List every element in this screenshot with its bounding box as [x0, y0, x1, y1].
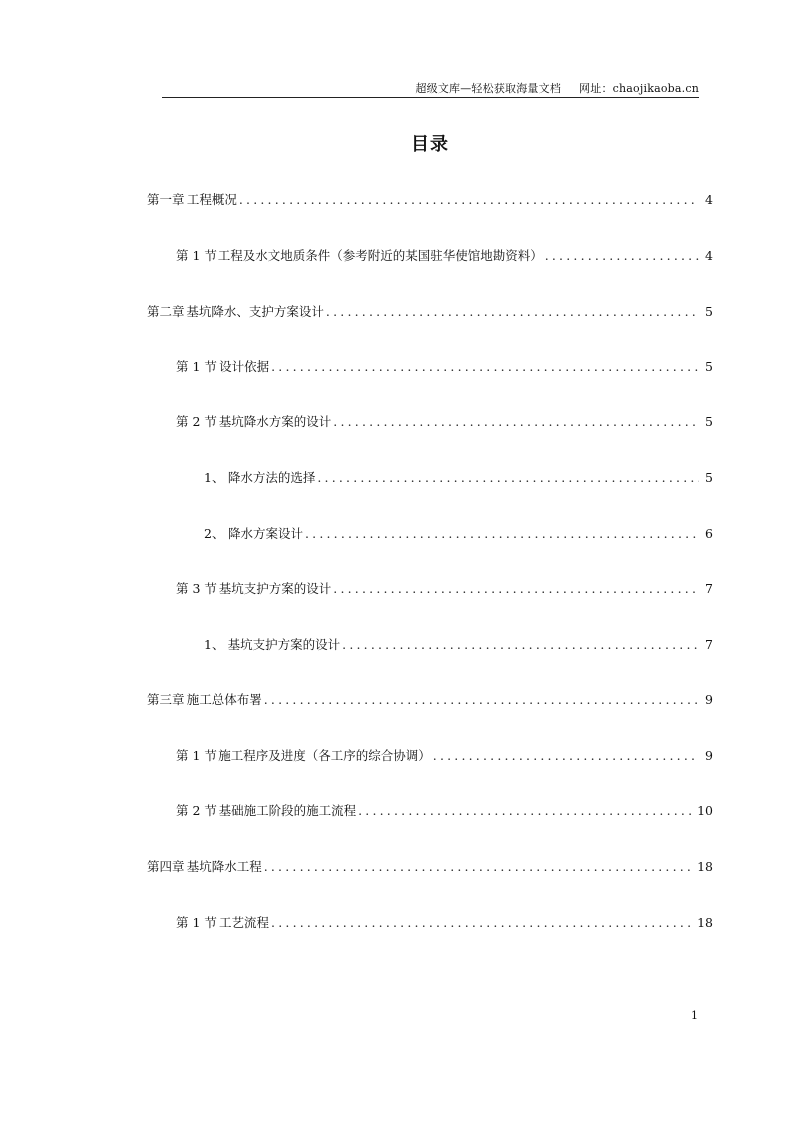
- toc-dot-leader: [305, 524, 699, 544]
- toc-entry-number: 1、: [204, 470, 225, 485]
- toc-dot-leader: [239, 190, 699, 210]
- toc-dot-leader: [271, 913, 691, 933]
- toc-page-number: 10: [697, 803, 713, 818]
- toc-entry-section[interactable]: [176, 412, 713, 432]
- toc-entry-number: 第 1 节: [176, 915, 217, 930]
- toc-entry-chapter[interactable]: [147, 857, 713, 877]
- toc-entry-number: 第三章: [147, 692, 185, 707]
- toc-page-number: 18: [697, 859, 713, 874]
- toc-page-number: 18: [697, 915, 713, 930]
- toc-entry-subsection[interactable]: [204, 468, 713, 488]
- toc-page-number: 7: [705, 637, 713, 652]
- header-divider: [162, 97, 699, 98]
- toc-entry-section[interactable]: [176, 357, 713, 377]
- toc-dot-leader: [433, 746, 699, 766]
- toc-dot-leader: [333, 579, 699, 599]
- toc-entry-title: 降水方法的选择: [227, 470, 316, 485]
- toc-entry-title: 基坑降水工程: [186, 859, 262, 874]
- toc-entry-title: 施工总体布署: [186, 692, 262, 707]
- toc-entry-title: 工艺流程: [219, 915, 270, 930]
- toc-entry-section[interactable]: [176, 746, 713, 766]
- toc-entry-number: 第 1 节: [176, 748, 217, 763]
- page-header: [162, 80, 699, 97]
- toc-entry-subsection[interactable]: [204, 524, 713, 544]
- toc-page-number: 5: [705, 470, 713, 485]
- toc-entry-number: 第 2 节: [176, 414, 217, 429]
- toc-entry-section[interactable]: [176, 913, 713, 933]
- toc-dot-leader: [545, 246, 699, 266]
- toc-dot-leader: [271, 357, 699, 377]
- toc-page-number: 6: [705, 526, 713, 541]
- toc-dot-leader: [326, 302, 699, 322]
- toc-page-number: 9: [705, 692, 713, 707]
- toc-entry-chapter[interactable]: [147, 690, 713, 710]
- toc-entry-title: 施工程序及进度（各工序的综合协调）: [218, 748, 431, 763]
- toc-entry-title: 设计依据: [219, 359, 270, 374]
- toc-entry-title: 工程概况: [186, 192, 237, 207]
- toc-entry-number: 第一章: [147, 192, 185, 207]
- header-url[interactable]: 网址：chaojikaoba.cn: [579, 82, 699, 95]
- toc-entry-chapter[interactable]: [147, 302, 713, 322]
- toc-dot-leader: [358, 801, 691, 821]
- toc-page-number: 4: [705, 248, 713, 263]
- toc-entry-title: 基坑支护方案的设计: [218, 581, 332, 596]
- toc-entry-section[interactable]: [176, 801, 713, 821]
- toc-entry-title: 降水方案设计: [227, 526, 303, 541]
- toc-entry-number: 第 2 节: [176, 803, 217, 818]
- toc-page-number: 7: [705, 581, 713, 596]
- toc-entry-subsection[interactable]: [204, 635, 713, 655]
- toc-page-number: 5: [705, 414, 713, 429]
- toc-dot-leader: [317, 468, 699, 488]
- toc-dot-leader: [342, 635, 699, 655]
- page-number: 1: [691, 1009, 698, 1022]
- toc-entry-number: 1、: [204, 637, 225, 652]
- toc-page-number: 9: [705, 748, 713, 763]
- toc-page-number: 4: [705, 192, 713, 207]
- toc-entry-section[interactable]: [176, 246, 713, 266]
- toc-entry-title: 基础施工阶段的施工流程: [218, 803, 357, 818]
- toc-page-number: 5: [705, 304, 713, 319]
- toc-dot-leader: [333, 412, 699, 432]
- toc-entry-chapter[interactable]: [147, 190, 713, 210]
- page-title: 目录: [411, 134, 449, 155]
- toc-entry-title: 工程及水文地质条件（参考附近的某国驻华使馆地勘资料）: [217, 248, 543, 263]
- toc-dot-leader: [264, 690, 699, 710]
- toc-entry-number: 第 3 节: [176, 581, 217, 596]
- toc-entry-number: 第二章: [147, 304, 185, 319]
- toc-entry-number: 2、: [204, 526, 225, 541]
- toc-entry-number: 第四章: [147, 859, 185, 874]
- toc-entry-section[interactable]: [176, 579, 713, 599]
- toc-dot-leader: [264, 857, 691, 877]
- toc-entry-title: 基坑支护方案的设计: [227, 637, 341, 652]
- toc-entry-title: 基坑降水方案的设计: [218, 414, 332, 429]
- toc-entry-title: 基坑降水、支护方案设计: [186, 304, 324, 319]
- toc-page-number: 5: [705, 359, 713, 374]
- toc-entry-number: 第 1 节: [176, 248, 217, 263]
- toc-entry-number: 第 1 节: [176, 359, 217, 374]
- header-site-name: 超级文库—轻松获取海量文档: [415, 82, 562, 95]
